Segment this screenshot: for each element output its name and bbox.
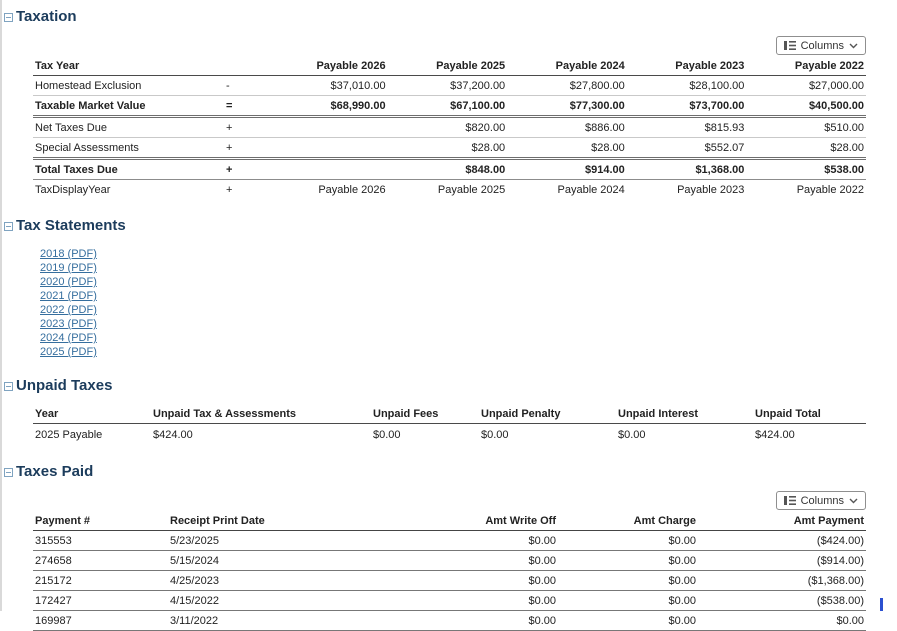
section-title-unpaid-taxes: Unpaid Taxes	[16, 377, 113, 394]
cell: $914.00	[507, 159, 627, 180]
cell: $0.00	[558, 611, 698, 631]
cell: Payable 2025	[437, 184, 506, 196]
cell	[268, 159, 388, 180]
table-row	[33, 138, 866, 159]
cell: $0.00	[698, 611, 866, 631]
cell: ($424.00)	[698, 531, 866, 551]
columns-button[interactable]	[776, 36, 866, 55]
cell	[268, 138, 388, 159]
cell: $0.00	[418, 531, 558, 551]
column-list-icon	[784, 496, 796, 505]
tax-statement-link[interactable]: 2018 (PDF)	[40, 248, 97, 260]
cell: $27,000.00	[746, 76, 866, 96]
cell: $67,100.00	[388, 96, 508, 117]
row-sign: =	[223, 96, 268, 117]
cell: $538.00	[746, 159, 866, 180]
tax-statement-link[interactable]: 2022 (PDF)	[40, 304, 97, 316]
cell: ($914.00)	[698, 551, 866, 571]
cell: $815.93	[627, 117, 747, 138]
columns-button-label: Columns	[800, 494, 844, 507]
cell: $510.00	[746, 117, 866, 138]
row-label: Net Taxes Due	[33, 117, 223, 138]
cell: $0.00	[418, 571, 558, 591]
row-label: Total Taxes Due	[33, 159, 223, 180]
cell: Payable 2022	[796, 184, 864, 196]
cell: $0.00	[418, 551, 558, 571]
cell: $1,368.00	[627, 159, 747, 180]
chevron-down-icon	[849, 43, 858, 49]
table-header-row	[33, 511, 866, 531]
row-sign: +	[223, 138, 268, 159]
column-header	[223, 56, 268, 76]
row-sign: +	[226, 184, 233, 196]
tax-statement-link[interactable]: 2025 (PDF)	[40, 346, 97, 358]
column-header: Unpaid Penalty	[479, 404, 616, 424]
column-header: Payment #	[33, 511, 168, 531]
table-row	[33, 76, 866, 96]
cell: $886.00	[507, 117, 627, 138]
row-sign: -	[223, 76, 268, 96]
column-header: Payable 2025	[388, 56, 508, 76]
section-header-taxation	[4, 8, 866, 26]
column-header: Unpaid Interest	[616, 404, 753, 424]
cell: 4/15/2022	[168, 591, 418, 611]
column-header: Payable 2023	[627, 56, 747, 76]
column-header: Payable 2024	[507, 56, 627, 76]
section-header-taxes-paid	[4, 463, 866, 481]
column-header: Amt Write Off	[418, 511, 558, 531]
cell: 5/15/2024	[168, 551, 418, 571]
cell: $28,100.00	[627, 76, 747, 96]
table-row	[33, 551, 866, 571]
section-header-unpaid-taxes	[4, 377, 866, 395]
section-header-tax-statements	[4, 217, 866, 235]
cell: Payable 2026	[318, 184, 386, 196]
tax-statement-links	[40, 247, 866, 359]
column-list-icon	[784, 41, 796, 50]
row-label: Special Assessments	[33, 138, 223, 159]
unpaid-taxes-table	[33, 404, 866, 445]
row-label: Taxable Market Value	[33, 96, 223, 117]
cell: $28.00	[746, 138, 866, 159]
row-sign: +	[223, 117, 268, 138]
tax-statement-link[interactable]: 2019 (PDF)	[40, 262, 97, 274]
cell: $0.00	[558, 551, 698, 571]
cell: $0.00	[558, 591, 698, 611]
table-row	[33, 591, 866, 611]
cell: 4/25/2023	[168, 571, 418, 591]
table-row	[33, 180, 866, 200]
table-header-row	[33, 56, 866, 76]
columns-button-label: Columns	[800, 39, 844, 52]
column-header: Receipt Print Date	[168, 511, 418, 531]
section-title-taxes-paid: Taxes Paid	[16, 463, 94, 480]
columns-button[interactable]	[776, 491, 866, 510]
row-label: Homestead Exclusion	[33, 76, 223, 96]
column-header: Tax Year	[33, 56, 223, 76]
cell: $73,700.00	[627, 96, 747, 117]
tax-statement-link[interactable]: 2020 (PDF)	[40, 276, 97, 288]
cell: $552.07	[627, 138, 747, 159]
cell	[268, 117, 388, 138]
cell: $77,300.00	[507, 96, 627, 117]
cell: $424.00	[153, 429, 193, 441]
column-header: Payable 2022	[746, 56, 866, 76]
cell: 172427	[33, 591, 168, 611]
column-header: Payable 2026	[268, 56, 388, 76]
cell: $0.00	[418, 591, 558, 611]
column-header: Unpaid Tax & Assessments	[151, 404, 371, 424]
column-header: Year	[33, 404, 151, 424]
cell: Payable 2023	[677, 184, 745, 196]
cell: ($538.00)	[698, 591, 866, 611]
cell: Payable 2024	[557, 184, 625, 196]
cell: $0.00	[558, 571, 698, 591]
cell: $68,990.00	[268, 96, 388, 117]
collapse-icon[interactable]	[4, 382, 13, 391]
cell: 315553	[33, 531, 168, 551]
cell: $28.00	[388, 138, 508, 159]
cell: 169987	[33, 611, 168, 631]
column-header: Unpaid Fees	[371, 404, 479, 424]
cell: 5/23/2025	[168, 531, 418, 551]
cell: 3/11/2022	[168, 611, 418, 631]
column-header: Unpaid Total	[753, 404, 866, 424]
cell: $0.00	[618, 429, 646, 441]
collapse-icon[interactable]	[4, 222, 13, 231]
table-row	[33, 424, 866, 446]
table-row	[33, 571, 866, 591]
cell: $37,200.00	[388, 76, 508, 96]
table-row	[33, 96, 866, 117]
cell: 274658	[33, 551, 168, 571]
cursor-caret	[880, 598, 883, 611]
tax-statement-link[interactable]: 2023 (PDF)	[40, 318, 97, 330]
cell: $0.00	[481, 429, 509, 441]
tax-statement-link[interactable]: 2024 (PDF)	[40, 332, 97, 344]
cell: $27,800.00	[507, 76, 627, 96]
section-title-taxation: Taxation	[16, 8, 77, 25]
cell: ($1,368.00)	[698, 571, 866, 591]
cell: $0.00	[418, 611, 558, 631]
cell: $0.00	[558, 531, 698, 551]
tax-statement-link[interactable]: 2021 (PDF)	[40, 290, 97, 302]
table-header-row	[33, 404, 866, 424]
cell: $28.00	[507, 138, 627, 159]
table-row	[33, 531, 866, 551]
row-label: TaxDisplayYear	[35, 184, 111, 196]
column-header: Amt Payment	[698, 511, 866, 531]
row-sign: +	[223, 159, 268, 180]
table-row	[33, 611, 866, 631]
cell: $37,010.00	[268, 76, 388, 96]
cell: 215172	[33, 571, 168, 591]
collapse-icon[interactable]	[4, 13, 13, 22]
chevron-down-icon	[849, 498, 858, 504]
taxes-paid-table	[33, 511, 866, 631]
cell: $848.00	[388, 159, 508, 180]
taxation-table	[33, 56, 866, 199]
table-row	[33, 159, 866, 180]
cell: $820.00	[388, 117, 508, 138]
cell: $424.00	[755, 429, 795, 441]
cell: $0.00	[373, 429, 401, 441]
table-row	[33, 117, 866, 138]
collapse-icon[interactable]	[4, 468, 13, 477]
cell: 2025 Payable	[35, 429, 103, 441]
column-header: Amt Charge	[558, 511, 698, 531]
section-title-tax-statements: Tax Statements	[16, 217, 126, 234]
cell: $40,500.00	[746, 96, 866, 117]
